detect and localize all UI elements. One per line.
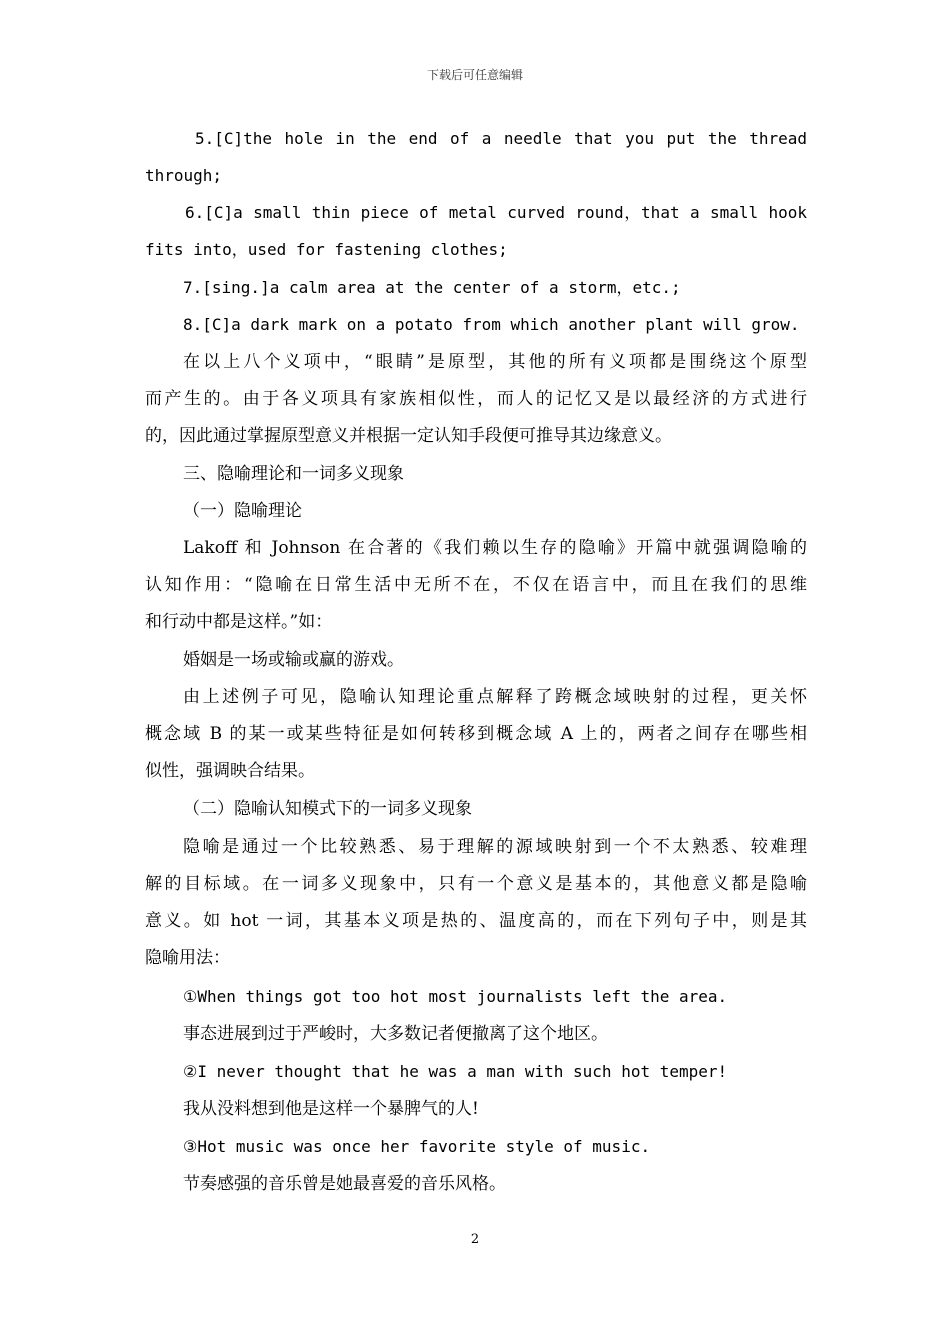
example-marriage: 婚姻是一场或输或赢的游戏。: [183, 650, 404, 670]
definition-5-line-1: 5.[C]the hole in the end of a needle that you put the thread: [195, 129, 807, 148]
definition-8: 8.[C]a dark mark on a potato from which another plant will grow.: [183, 315, 800, 334]
example-sentence-3: ③Hot music was once her favorite style of music.: [183, 1137, 651, 1156]
paragraph-prototype-line-1: 在以上八个义项中，“眼睛”是原型，其他的所有义项都是围绕这个原型: [183, 352, 807, 372]
paragraph-prototype-line-2: 而产生的。由于各义项具有家族相似性，而人的记忆又是以最经济的方式进行: [145, 389, 807, 409]
example-sentence-1: ①When things got too hot most journalists left the area.: [183, 987, 728, 1006]
definition-7: 7.[sing.]a calm area at the center of a storm，etc.;: [183, 278, 681, 297]
subsection-heading-1: （一）隐喻理论: [183, 501, 302, 521]
paragraph-lakoff-line-3: 和行动中都是这样。”如：: [145, 612, 333, 632]
example-translation-3: 节奏感强的音乐曾是她最喜爱的音乐风格。: [183, 1174, 506, 1194]
definition-6-line-2: fits into，used for fastening clothes;: [145, 240, 508, 259]
page-header: 下载后可任意编辑: [426, 68, 523, 82]
paragraph-prototype-line-3: 的，因此通过掌握原型意义并根据一定认知手段便可推导其边缘意义。: [145, 426, 672, 446]
definition-6-line-1: 6.[C]a small thin piece of metal curved round，that a small hook: [185, 203, 807, 222]
subsection-heading-2: （二）隐喻认知模式下的一词多义现象: [183, 799, 472, 819]
paragraph-metaphor-line-3: 意义。如 hot 一词，其基本义项是热的、温度高的，而在下列句子中，则是其: [145, 911, 807, 931]
paragraph-metaphor-line-4: 隐喻用法：: [145, 948, 230, 968]
example-translation-2: 我从没料想到他是这样一个暴脾气的人!: [183, 1099, 479, 1119]
paragraph-metaphor-line-2: 解的目标域。在一词多义现象中，只有一个意义是基本的，其他意义都是隐喻: [145, 874, 807, 894]
paragraph-mapping-line-3: 似性，强调映合结果。: [145, 761, 315, 781]
definition-5-line-2: through;: [145, 166, 223, 185]
paragraph-lakoff-line-2: 认知作用：“隐喻在日常生活中无所不在，不仅在语言中，而且在我们的思维: [145, 575, 807, 595]
page-number: 2: [470, 1232, 480, 1247]
example-sentence-2: ②I never thought that he was a man with such hot temper!: [183, 1062, 728, 1081]
paragraph-metaphor-line-1: 隐喻是通过一个比较熟悉、易于理解的源域映射到一个不太熟悉、较难理: [183, 837, 807, 857]
paragraph-mapping-line-1: 由上述例子可见，隐喻认知理论重点解释了跨概念域映射的过程，更关怀: [183, 687, 807, 707]
paragraph-mapping-line-2: 概念域 B 的某一或某些特征是如何转移到概念域 A 上的，两者之间存在哪些相: [145, 724, 807, 744]
paragraph-lakoff-line-1: Lakoff 和 Johnson 在合著的《我们赖以生存的隐喻》开篇中就强调隐喻的: [183, 538, 807, 558]
section-heading-3: 三、隐喻理论和一词多义现象: [183, 464, 404, 484]
example-translation-1: 事态进展到过于严峻时，大多数记者便撤离了这个地区。: [183, 1024, 608, 1044]
